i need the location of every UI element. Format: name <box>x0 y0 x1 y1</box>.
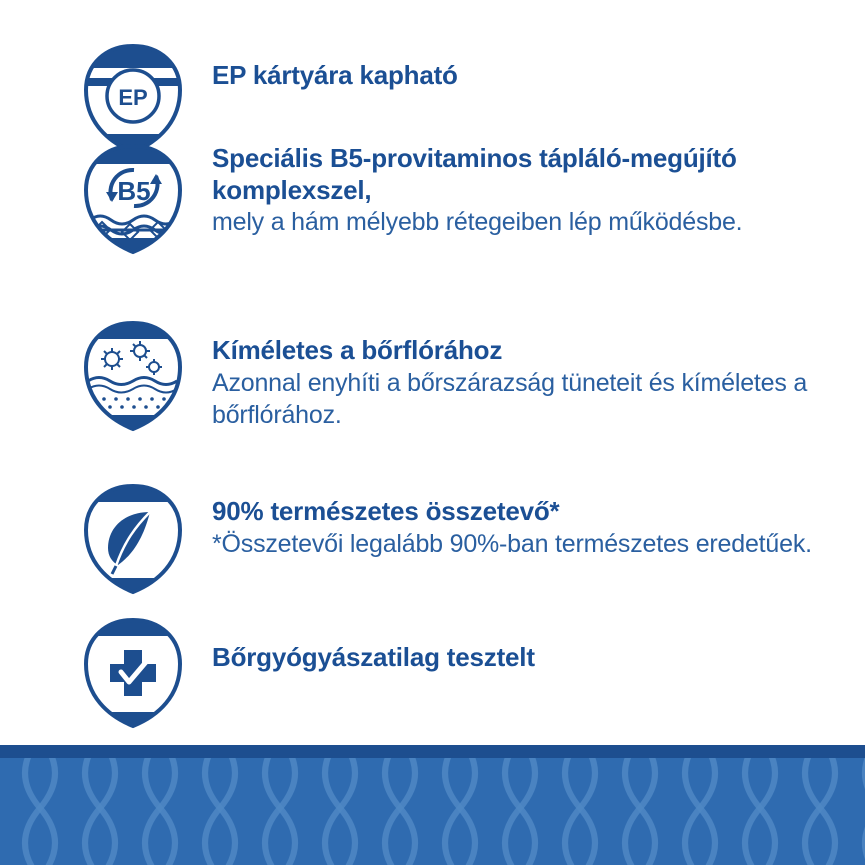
feature-text <box>194 612 535 674</box>
natural-leaf-icon <box>72 478 194 600</box>
list-item <box>72 478 832 600</box>
feature-title: Kíméletes a bőrflórához <box>212 335 503 365</box>
list-item <box>72 315 832 437</box>
feature-title: 90% természetes összetevő* <box>212 496 560 526</box>
feature-text <box>194 38 458 92</box>
feature-title: Bőrgyógyászatilag tesztelt <box>212 642 535 672</box>
list-item <box>72 138 832 260</box>
woven-diamond-texture <box>0 758 865 865</box>
b5-provitamin-icon <box>72 138 194 260</box>
footer-divider-line <box>0 745 865 758</box>
footer-decorative-band <box>0 745 865 865</box>
feature-description: Azonnal enyhíti a bőrszárazság tüneteit és kíméletes a bőrflórához. <box>212 368 808 429</box>
list-item <box>72 612 832 734</box>
feature-title: Speciális B5-provitaminos tápláló-megújító komplexszel, <box>212 143 737 205</box>
dermatologically-tested-icon <box>72 612 194 734</box>
feature-text <box>194 138 832 238</box>
feature-description: mely a hám mélyebb rétegeiben lép működésbe. <box>212 208 743 237</box>
feature-text <box>194 315 832 431</box>
svg-text:B5: B5 <box>117 176 151 206</box>
feature-title: EP kártyára kapható <box>212 60 458 90</box>
skin-flora-icon <box>72 315 194 437</box>
svg-text:EP: EP <box>118 85 148 110</box>
feature-text <box>194 478 812 560</box>
feature-description: *Összetevői legalább 90%-ban természetes eredetűek. <box>212 529 812 558</box>
